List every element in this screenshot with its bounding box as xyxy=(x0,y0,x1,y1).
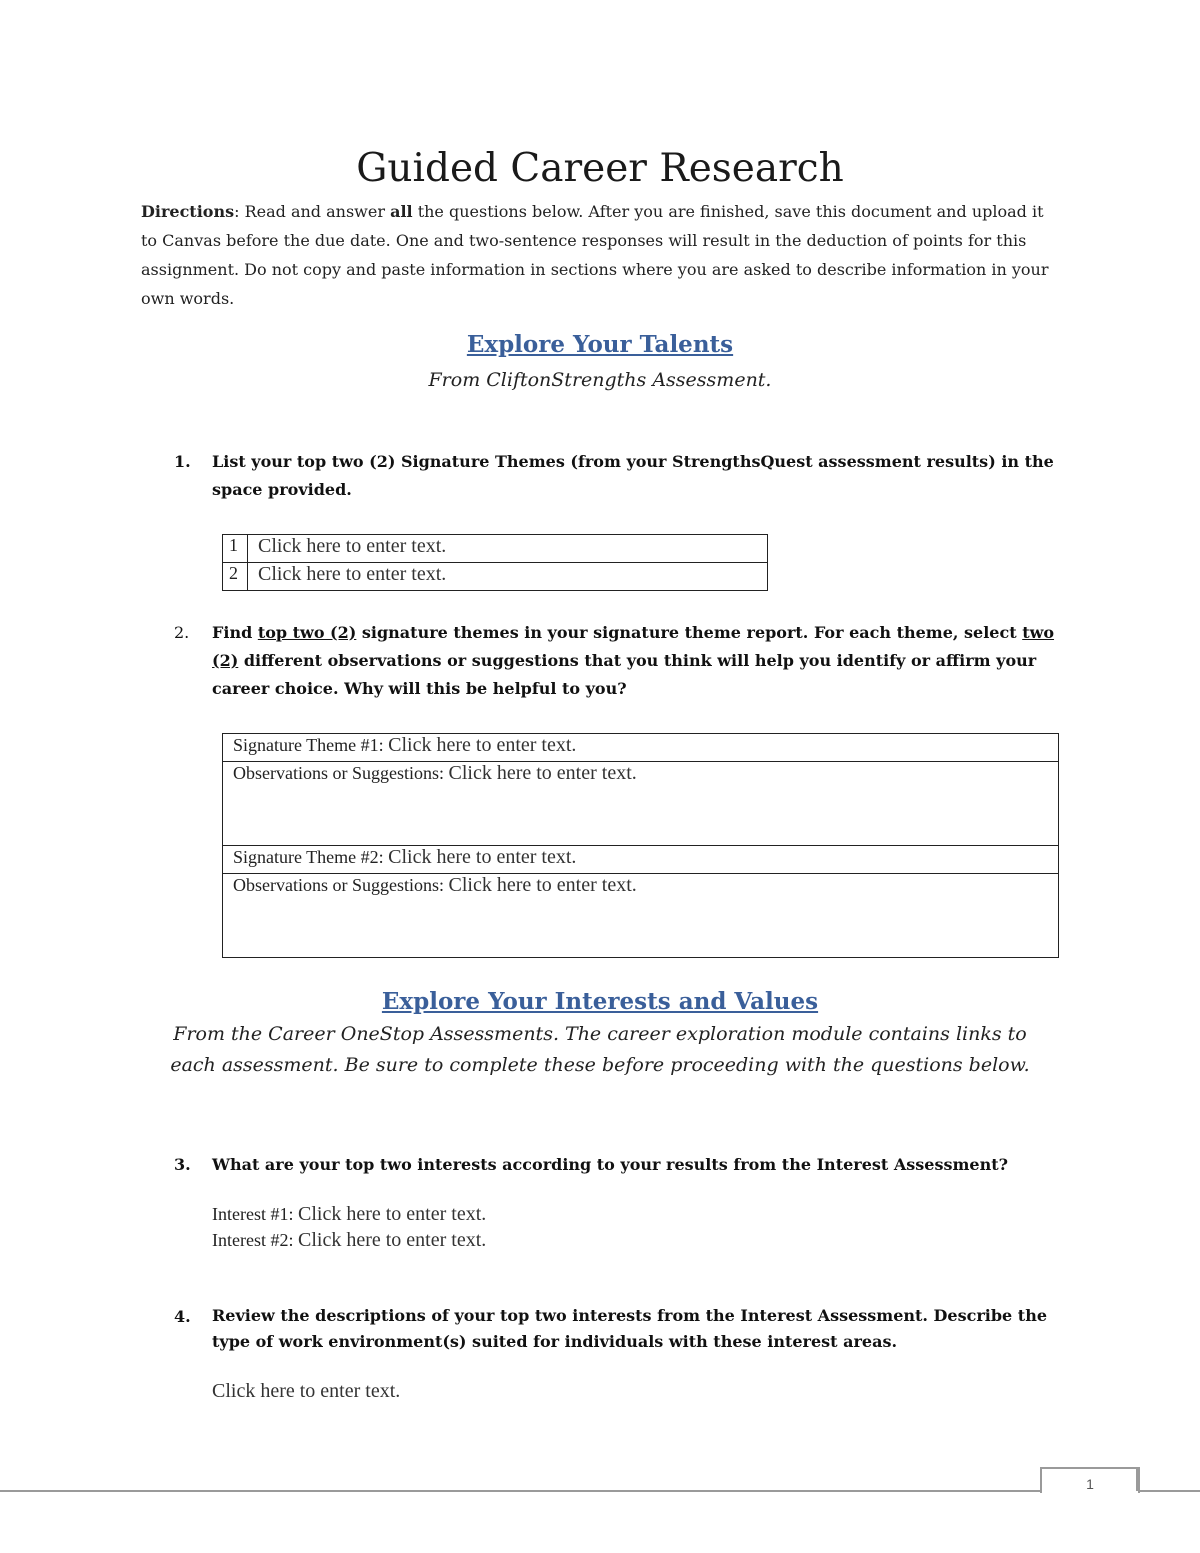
question-2-number: 2. xyxy=(174,623,190,642)
row-number: 1 xyxy=(223,535,248,563)
question-2-text-c: different observations or suggestions that you think will help you identify or affirm your career choice. Why will this be helpful to you? xyxy=(212,651,1037,698)
theme-1-label: Signature Theme #1: xyxy=(233,735,389,755)
interest-2-field[interactable]: Click here to enter text. xyxy=(297,1229,487,1251)
observations-1-field[interactable]: Click here to enter text. xyxy=(448,762,637,784)
question-2-underline-2: two (2) xyxy=(212,623,1055,670)
directions-paragraph xyxy=(141,197,1061,313)
question-2-text xyxy=(212,619,1062,703)
observations-1-cell xyxy=(223,762,1059,846)
observations-2-cell xyxy=(223,874,1059,958)
theme-2-input[interactable]: Click here to enter text. xyxy=(248,563,768,591)
table-row xyxy=(223,762,1059,846)
question-1-text: List your top two (2) Signature Themes (from your StrengthsQuest assessment results) in the space provided. xyxy=(212,452,1054,499)
table-row xyxy=(223,535,768,563)
signature-theme-details-table xyxy=(222,733,1059,958)
directions-emphasis: all xyxy=(390,202,413,221)
question-1-number: 1. xyxy=(174,452,191,471)
document-title: Guided Career Research xyxy=(356,146,844,191)
question-3-number: 3. xyxy=(174,1155,191,1174)
section-subtitle-talents: From CliftonStrengths Assessment. xyxy=(428,369,772,391)
table-row xyxy=(223,846,1059,874)
question-2-underline-1: top two (2) xyxy=(257,623,357,642)
signature-themes-table xyxy=(222,534,768,591)
directions-text-2: the questions below. After you are finished, save this document and upload it to Canvas before the due date. One and two-sentence responses will result in the deduction of points for this assignment. Do not copy and paste information in sections where you are asked to describe information in your own words. xyxy=(141,202,1049,308)
interest-2-line xyxy=(212,1229,486,1252)
directions-text-1: : Read and answer xyxy=(234,202,391,221)
observations-2-label: Observations or Suggestions: xyxy=(233,875,449,895)
question-2-text-b: signature themes in your signature theme report. For each theme, select xyxy=(356,623,1023,642)
footer-tick xyxy=(1136,1467,1138,1491)
section-title-interests: Explore Your Interests and Values xyxy=(381,988,819,1015)
question-4-number: 4. xyxy=(174,1307,191,1326)
interest-1-line xyxy=(212,1203,486,1226)
theme-1-cell xyxy=(223,734,1059,762)
question-2-text-a: Find xyxy=(212,623,258,642)
table-row xyxy=(223,734,1059,762)
interest-1-label: Interest #1: xyxy=(212,1204,298,1224)
question-3-text: What are your top two interests according to your results from the Interest Assessment? xyxy=(212,1155,1008,1174)
section-title-talents: Explore Your Talents xyxy=(466,331,734,358)
section-subtitle-interests: From the Career OneStop Assessments. The career exploration module contains links to each assessment. Be sure to complete these before proceeding with the questions below. xyxy=(170,1023,1030,1076)
table-row xyxy=(223,563,768,591)
footer-rule xyxy=(0,1490,1200,1492)
theme-1-input[interactable]: Click here to enter text. xyxy=(248,535,768,563)
interest-2-label: Interest #2: xyxy=(212,1230,298,1250)
observations-1-label: Observations or Suggestions: xyxy=(233,763,449,783)
theme-1-field[interactable]: Click here to enter text. xyxy=(388,734,577,756)
table-row xyxy=(223,874,1059,958)
theme-2-label: Signature Theme #2: xyxy=(233,847,389,867)
theme-2-field[interactable]: Click here to enter text. xyxy=(388,846,577,868)
directions-label: Directions xyxy=(141,202,235,221)
row-number: 2 xyxy=(223,563,248,591)
interest-1-field[interactable]: Click here to enter text. xyxy=(297,1203,487,1225)
theme-2-cell xyxy=(223,846,1059,874)
question-4-answer-field[interactable]: Click here to enter text. xyxy=(212,1380,401,1402)
page-number: 1 xyxy=(1040,1467,1140,1493)
question-4-text: Review the descriptions of your top two interests from the Interest Assessment. Describe the type of work environment(s) suited for individuals with these interest areas. xyxy=(212,1306,1048,1351)
observations-2-field[interactable]: Click here to enter text. xyxy=(448,874,637,896)
question-4-answer-line xyxy=(212,1380,400,1403)
